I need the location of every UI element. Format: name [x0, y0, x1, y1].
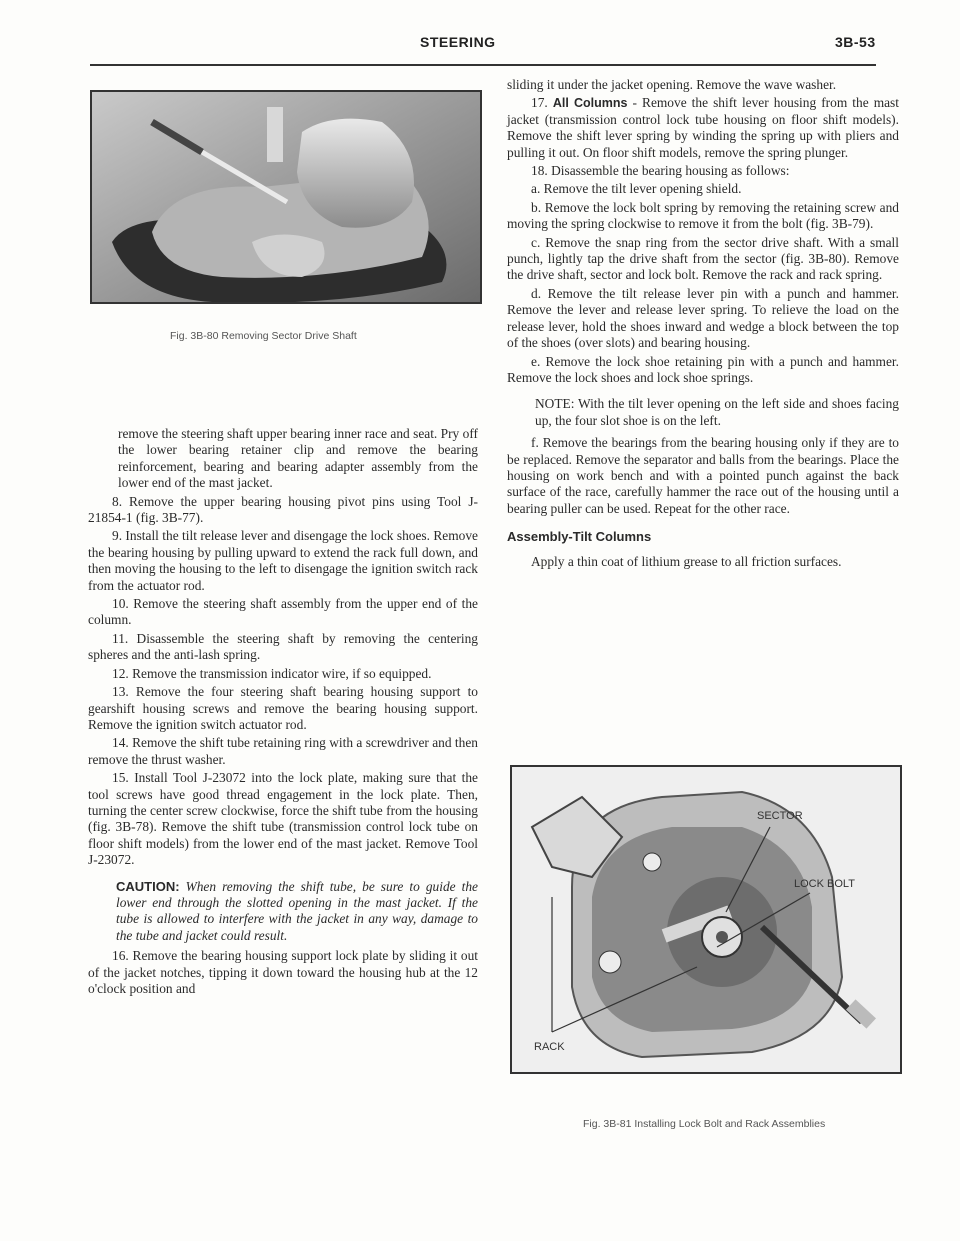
- paragraph-step-11: 11. Disassemble the steering shaft by removing the centering spheres and the anti-lash spring.: [88, 630, 478, 663]
- figure-3b80-illustration: [92, 92, 480, 302]
- left-column: [88, 426, 478, 999]
- step-17-text: - Remove the shift lever housing from the mast jacket (transmission control lock tube housing on floor shift models). Remove the shift lever spring by winding the spring up with pliers and pulling it out. On floor shift models, remove the spring plunger.: [507, 95, 899, 160]
- page-number: 3B-53: [835, 34, 876, 50]
- header-rule: [90, 64, 876, 66]
- figure-3b80-caption: Fig. 3B-80 Removing Sector Drive Shaft: [170, 330, 357, 342]
- page-header-title: STEERING: [420, 34, 496, 50]
- paragraph-cont-right: sliding it under the jacket opening. Remove the wave washer.: [507, 77, 837, 92]
- paragraph-step-15: 15. Install Tool J-23072 into the lock plate, making sure that the tool screws have good thread engagement in the lock plate. Then, turning the center screw clockwise, force the shift tube from the housing (fig. 3B-78). Remove the shift tube (transmission control lock tube on floor shift models) from the lower end of the mast jacket. Remove Tool J-23072.: [88, 770, 478, 868]
- step-17-number: 17.: [531, 95, 548, 111]
- paragraph-step-12: 12. Remove the transmission indicator wire, if so equipped.: [112, 665, 432, 681]
- step-17-label: All Columns: [552, 96, 628, 111]
- substep-c: c. Remove the snap ring from the sector drive shaft. With a small punch, lightly tap the drive shaft from the sector (fig. 3B-80). Remove the drive shaft, sector and lock bolt. Remove the rack and rack spring.: [507, 234, 899, 283]
- figure-3b81-drawing: [512, 767, 900, 1072]
- caution-note: [116, 879, 478, 945]
- paragraph-step-17: [507, 95, 899, 161]
- label-sector: SECTOR: [757, 810, 803, 822]
- paragraph-step-16: 16. Remove the bearing housing support lock plate by sliding it out of the jacket notches, tipping it down toward the housing hub at the 12 o'clock position and: [88, 948, 478, 996]
- label-rack: RACK: [534, 1041, 565, 1053]
- paragraph-step-8: 8. Remove the upper bearing housing pivot pins using Tool J-21854-1 (fig. 3B-77).: [88, 493, 478, 526]
- figure-3b81-illustration: [510, 765, 902, 1074]
- substep-e: e. Remove the lock shoe retaining pin with a punch and hammer. Remove the lock shoes and lock shoe springs.: [507, 353, 899, 385]
- assembly-paragraph: Apply a thin coat of lithium grease to all friction surfaces.: [531, 553, 842, 569]
- paragraph-step-14: 14. Remove the shift tube retaining ring with a screwdriver and then remove the thrust washer.: [88, 735, 478, 767]
- caution-text: When removing the shift tube, be sure to guide the lower end through the slotted opening in the mast jacket. If the tube is allowed to interfere with the jacket in any way, damage to the tube and jacket could result.: [116, 878, 478, 943]
- right-column: [507, 77, 899, 572]
- paragraph-step-10: 10. Remove the steering shaft assembly from the upper end of the column.: [88, 596, 478, 628]
- substep-b: b. Remove the lock bolt spring by removing the retaining screw and moving the spring clockwise to remove it from the bolt (fig. 3B-79).: [507, 199, 899, 232]
- paragraph-cont: remove the steering shaft upper bearing inner race and seat. Pry off the lower bearing retainer clip and remove the bearing reinforcement, bearing and bearing adapter assembly from the lower end of the mast jacket.: [118, 426, 478, 491]
- paragraph-step-13: 13. Remove the four steering shaft bearing housing support to gearshift housing screws and remove the bearing housing support. Remove the ignition switch actuator rod.: [88, 684, 478, 732]
- paragraph-step-18: 18. Disassemble the bearing housing as follows:: [531, 163, 790, 179]
- label-lock-bolt: LOCK BOLT: [794, 878, 855, 890]
- figure-3b81-caption: Fig. 3B-81 Installing Lock Bolt and Rack Assemblies: [583, 1118, 826, 1130]
- substep-d: d. Remove the tilt release lever pin with a punch and hammer. Remove the lever and release lever spring. To relieve the load on the release lever, hold the shoes inward and wedge a block between the top of the shoes (over slots) and bearing housing.: [507, 285, 899, 351]
- section-heading: Assembly-Tilt Columns: [507, 529, 652, 545]
- substep-a: a. Remove the tilt lever opening shield.: [531, 181, 742, 197]
- figure-3b80-photo: [90, 90, 482, 304]
- caution-label: CAUTION:: [116, 878, 180, 894]
- note-paragraph: NOTE: With the tilt lever opening on the left side and shoes facing up, the four slot shoe is on the left.: [535, 396, 899, 428]
- substep-f: f. Remove the bearings from the bearing housing only if they are to be replaced. Remove the separator and balls from the bearings. Place the housing on work bench and with a pointed punch against the back surface of the race, carefully hammer the race out of the housing until a bearing puller can be used. Repeat for the other race.: [507, 435, 899, 516]
- paragraph-step-9: 9. Install the tilt release lever and disengage the lock shoes. Remove the bearing housing by pulling upward to extend the rack full down, and then moving the housing to the left to disengage the ignition switch rack from the actuator rod.: [88, 528, 478, 593]
